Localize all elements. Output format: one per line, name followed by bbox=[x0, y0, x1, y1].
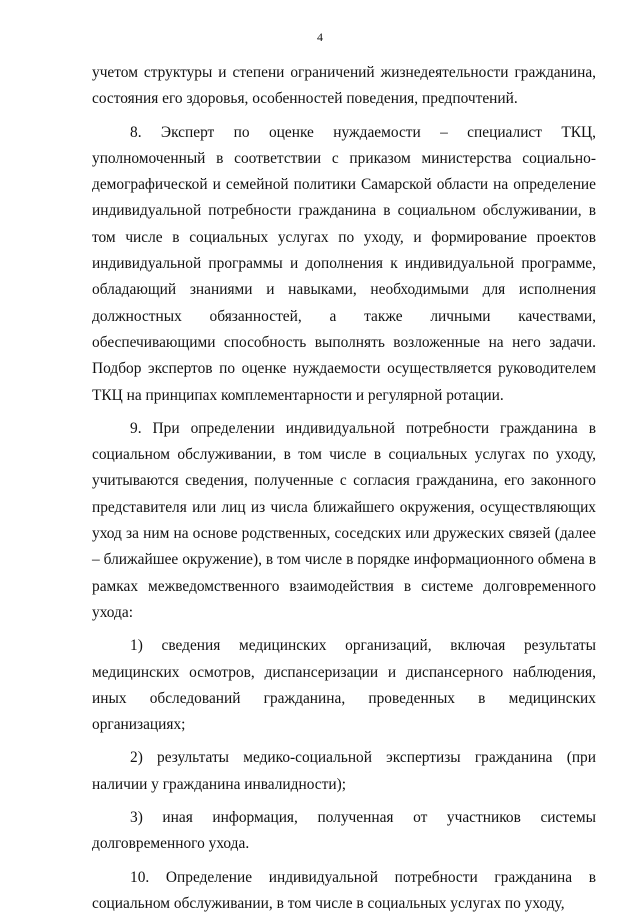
paragraph-10: 10. Определение индивидуальной потребности гражданина в социальном обслуживании, в том числе в социальных услугах по уходу, bbox=[92, 868, 596, 912]
paragraph-8: 8. Эксперт по оценке нуждаемости – специалист ТКЦ, уполномоченный в соответствии с приказом министерства социально-демографической и семейной политики Самарской области на определение индивидуальной потребности гражданина в социальном обслуживании, в том числе в социальных услугах по уходу, и формирование проектов индивидуальной программы и дополнения к индивидуальной программе, обладающий знаниями и навыками, необходимыми для исполнения должностных обязанностей, а также личными качествами, обеспечивающими способность выполнять возложенные на него задачи. Подбор экспертов по оценке нуждаемости осуществляется руководителем ТКЦ на принципах комплементарности и регулярной ротации. bbox=[92, 123, 596, 404]
paragraph-continuation: учетом структуры и степени ограничений жизнедеятельности гражданина, состояния его здоровья, особенностей поведения, предпочтений. bbox=[92, 64, 596, 108]
page-number: 4 bbox=[317, 30, 323, 44]
list-item-3: 3) иная информация, полученная от участников системы долговременного ухода. bbox=[92, 809, 596, 853]
list-item-2: 2) результаты медико-социальной экспертизы гражданина (при наличии у гражданина инвалидности); bbox=[92, 749, 596, 793]
paragraph-9: 9. При определении индивидуальной потребности гражданина в социальном обслуживании, в том числе в социальных услугах по уходу, учитываются сведения, полученные с согласия гражданина, его законного представителя или лиц из числа ближайшего окружения, осуществляющих уход за ним на основе родственных, соседских или дружеских связей (далее – ближайшее окружение), в том числе в порядке информационного обмена в рамках межведомственного взаимодействия в системе долговременного ухода: bbox=[92, 419, 596, 621]
body-text bbox=[92, 60, 596, 917]
list-item-1: 1) сведения медицинских организаций, включая результаты медицинских осмотров, диспансеризации и диспансерного наблюдения, иных обследований гражданина, проведенных в медицинских организациях; bbox=[92, 637, 596, 734]
